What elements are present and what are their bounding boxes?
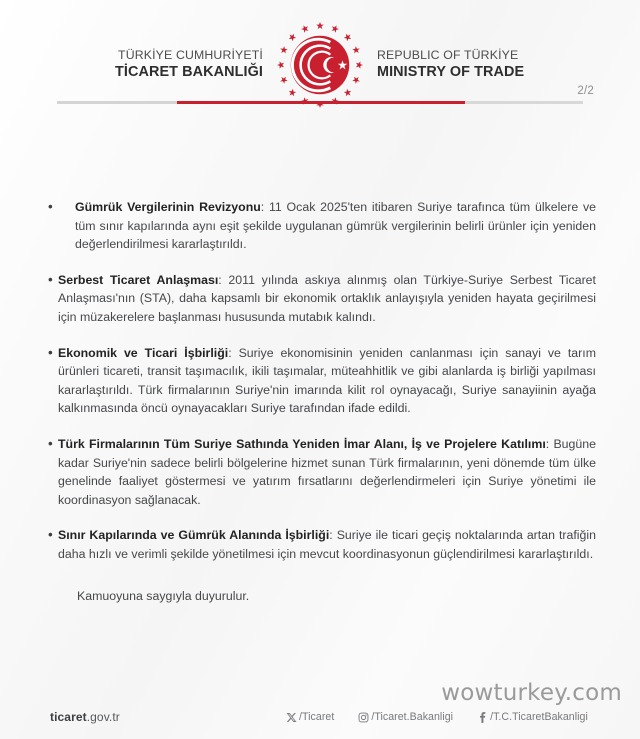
- list-item-text: [58, 271, 596, 327]
- list-item: [48, 271, 596, 327]
- list-item-detail: 2011 yılında askıya alınmış olan Türkiye-Suriye Serbest Ticaret Anlaşması'nın (STA), daha kapsamlı bir ekonomik ortaklık anlayışıyla yeniden hayata geçirilmesi için müzakerelere başlanması hususunda mutabık kalındı.: [58, 272, 596, 324]
- social-handle-instagram: /Ticaret.Bakanligi: [371, 711, 454, 723]
- list-item-text: [58, 435, 596, 509]
- brand-turkish-line1: TÜRKİYE CUMHURİYETİ: [118, 48, 263, 63]
- footer-website-rest: .gov.tr: [86, 710, 120, 724]
- social-link-facebook[interactable]: [477, 711, 588, 723]
- facebook-icon: [477, 712, 488, 723]
- brand-english: [363, 48, 535, 82]
- list-item: [48, 435, 596, 509]
- list-item-lead: Sınır Kapılarında ve Gümrük Alanında İşbirliği: [58, 528, 330, 543]
- list-item: [48, 344, 596, 418]
- document-body: [48, 198, 596, 605]
- list-item-lead: Türk Firmalarının Tüm Suriye Sathında Yeniden İmar Alanı, İş ve Projelere Katılımı: [58, 436, 546, 451]
- bullet-marker: •: [48, 199, 53, 214]
- list-item-lead: Serbest Ticaret Anlaşması: [58, 272, 219, 287]
- watermark: wowturkey.com: [441, 680, 622, 706]
- list-item-detail: 11 Ocak 2025'ten itibaren Suriye tarafınca tüm ülkelere ve tüm sınır kapılarında aynı eşit şekilde uygulanan gümrük vergilerinin belirli ürünler için yeniden değerlendirilmesi kararlaştırıldı.: [75, 200, 596, 252]
- bullet-marker: •: [48, 344, 53, 360]
- x-twitter-icon: [286, 712, 297, 723]
- list-item: [48, 526, 596, 563]
- brand-english-line2: MINISTRY OF TRADE: [377, 64, 525, 81]
- social-handle-facebook: /T.C.TicaretBakanligi: [490, 711, 588, 723]
- list-item-detail: Suriye ekonomisinin yeniden canlanması için sanayi ve tarım ürünleri ticareti, transit taşımacılık, ikili taşımalar, müteahhitlik ve gibi alanlarda iş birliği yapılması kararlaştırıldı. Türk firmalarının Suriye'nin imarında kilit rol oynayacağı, Suriye sanayiinin ayağa kalkınmasında öncü oynayacakları Suriye tarafından ifade edildi.: [58, 345, 596, 416]
- list-item-separator: :: [329, 528, 337, 543]
- footer-website-bold: ticaret: [50, 710, 87, 724]
- bullet-marker: •: [48, 271, 53, 287]
- list-item-text: [75, 198, 596, 254]
- social-link-instagram[interactable]: [358, 711, 453, 723]
- social-link-x[interactable]: [286, 711, 334, 723]
- list-item-text: [58, 344, 596, 418]
- header-divider: [57, 101, 583, 104]
- brand-english-line1: REPUBLIC OF TÜRKİYE: [377, 48, 519, 63]
- document-footer: [0, 695, 640, 739]
- list-item-lead: Ekonomik ve Ticari İşbirliği: [58, 345, 229, 360]
- brand-turkish-line2: TİCARET BAKANLIĞI: [115, 64, 263, 81]
- page-number: 2/2: [577, 85, 594, 97]
- list-item-detail: Bugüne kadar Suriye'nin sadece belirli bölgelerine hizmet sunan Türk firmalarının, yeni dönemde tüm ülke genelinde faaliyet göstermesi ve yatırım fırsatlarını değerlendirmeleri için Suriye yönetimi ile koordinasyon sağlanacak.: [58, 436, 596, 507]
- bullet-marker: •: [48, 527, 53, 543]
- ministry-of-trade-emblem-icon: [277, 22, 363, 108]
- footer-social-links: [286, 711, 588, 723]
- list-item-lead: Gümrük Vergilerinin Revizyonu: [75, 200, 261, 214]
- list-item-separator: :: [228, 345, 239, 360]
- social-handle-x: /Ticaret: [299, 711, 335, 723]
- divider-segment-left: [57, 101, 177, 104]
- list-item-separator: :: [260, 200, 269, 214]
- document-header: [0, 0, 640, 112]
- list-item-separator: :: [545, 436, 554, 451]
- divider-segment-accent: [177, 101, 465, 104]
- list-item: [48, 198, 596, 254]
- brand-turkish: [105, 48, 277, 82]
- list-item-separator: :: [218, 272, 229, 287]
- divider-segment-right: [465, 101, 583, 104]
- list-item-detail: Suriye ile ticari geçiş noktalarında artan trafiğin daha hızlı ve verimli şekilde yönetilmesi için mevcut koordinasyonun güçlendirilmesi kararlaştırıldı.: [58, 528, 596, 561]
- footer-website[interactable]: [50, 710, 120, 724]
- list-item-text: [58, 526, 596, 563]
- instagram-icon: [358, 712, 369, 723]
- closing-statement: Kamuoyuna saygıyla duyurulur.: [77, 588, 250, 603]
- bullet-marker: •: [48, 435, 53, 451]
